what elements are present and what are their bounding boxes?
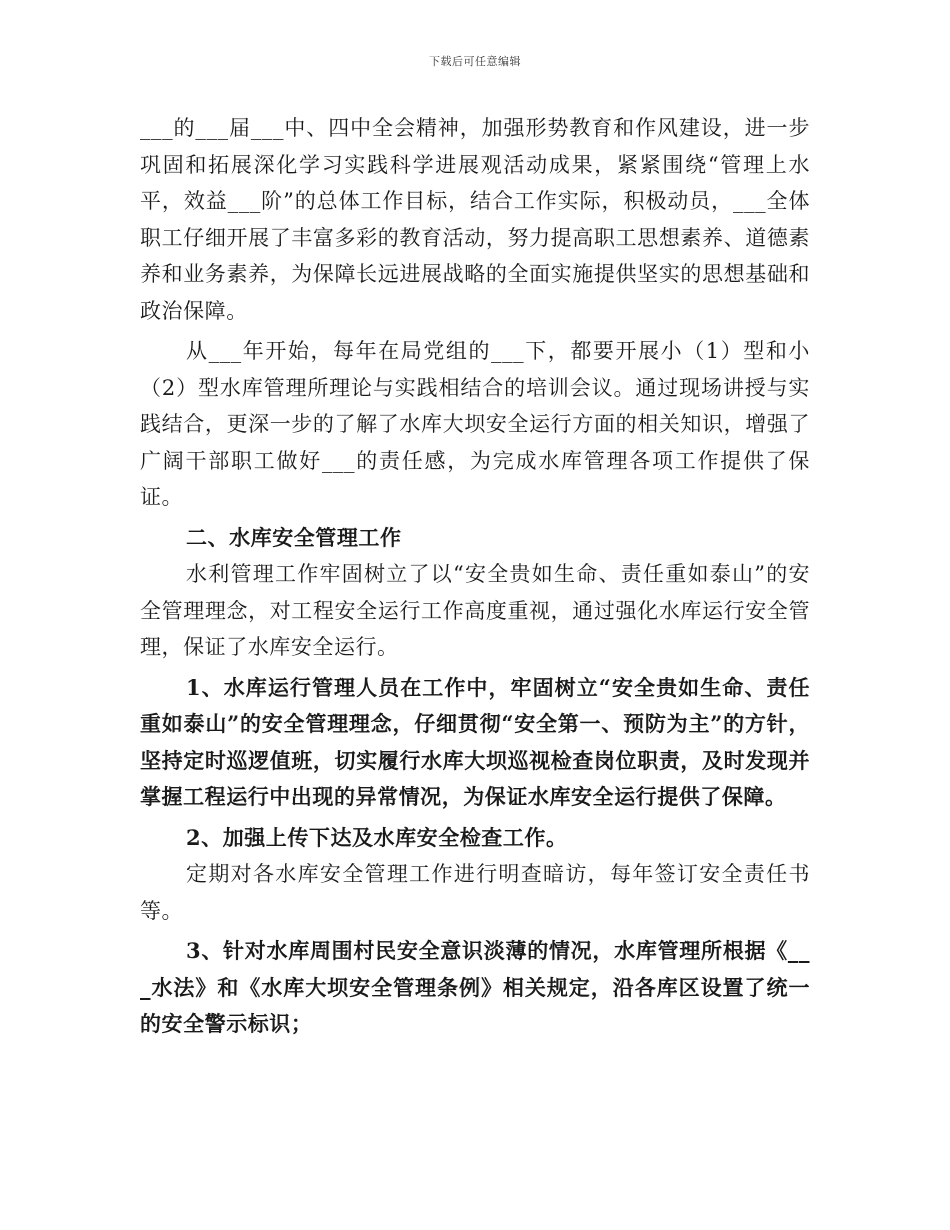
item-3-warning-signs: 3、针对水库周围村民安全意识淡薄的情况，水库管理所根据《___水法》和《水库大坝安全管理条例》相关规定，沿各库区设置了统一的安全警示标识； (140, 938, 810, 1036)
paragraph-study-spirit: ___的___届___中、四中全会精神，加强形势教育和作风建设，进一步巩固和拓展深化学习实践科学进展观活动成果，紧紧围绕“管理上水平，效益___阶”的总体工作目标，结合工作实际，积极动员，___全体职工仔细开展了丰富多彩的教育活动，努力提高职工思想素养、道德素养和业务素养，为保障长远进展战略的全面实施提供坚实的思想基础和政治保障。 (140, 116, 810, 323)
document-body (140, 110, 810, 1043)
paragraph-safety-philosophy: 水利管理工作牢固树立了以“安全贵如生命、责任重如泰山”的安全管理理念，对工程安全运行工作高度重视，通过强化水库运行安全管理，保证了水库安全运行。 (140, 562, 810, 659)
page-header: 下载后可任意编辑 (429, 55, 521, 68)
section-heading-reservoir-safety: 二、水库安全管理工作 (186, 524, 402, 550)
paragraph-regular-checks: 定期对各水库安全管理工作进行明查暗访，每年签订安全责任书等。 (140, 862, 810, 923)
paragraph-training-meetings: 从___年开始，每年在局党组的___下，都要开展小（1）型和小（2）型水库管理所理论与实践相结合的培训会议。通过现场讲授与实践结合，更深一步的了解了水库大坝安全运行方面的相关知识，增强了广阔干部职工做好___的责任感，为完成水库管理各项工作提供了保证。 (140, 339, 810, 509)
item-2-inspection: 2、加强上传下达及水库安全检查工作。 (186, 824, 568, 850)
item-1-patrol-duty: 1、水库运行管理人员在工作中，牢固树立“安全贵如生命、责任重如泰山”的安全管理理念，仔细贯彻“安全第一、预防为主”的方针，坚持定时巡逻值班，切实履行水库大坝巡视检查岗位职责，及时发现并掌握工程运行中出现的异常情况，为保证水库安全运行提供了保障。 (140, 674, 810, 809)
